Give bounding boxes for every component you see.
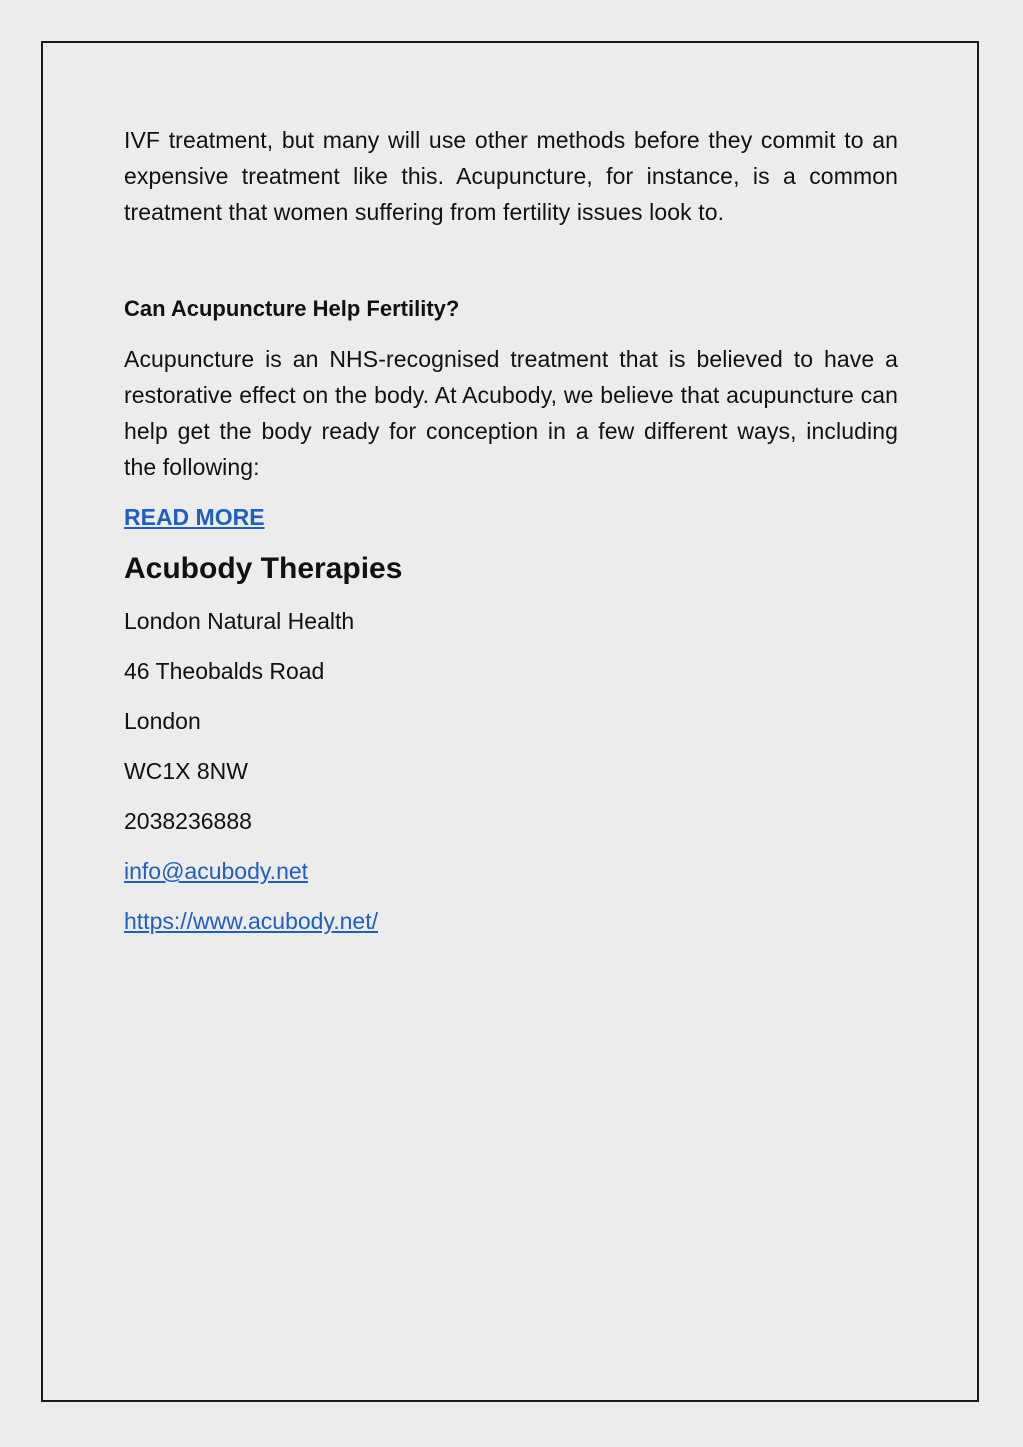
phone-number: 2038236888 xyxy=(124,808,252,834)
website-link[interactable]: https://www.acubody.net/ xyxy=(124,908,378,934)
document-content xyxy=(124,122,898,939)
street-address: 46 Theobalds Road xyxy=(124,658,325,684)
email-link[interactable]: info@acubody.net xyxy=(124,858,309,884)
organisation-name: London Natural Health xyxy=(124,608,355,634)
intro-paragraph: IVF treatment, but many will use other methods before they commit to an expensive treatment like this. Acupuncture, for instance, is a common treatment that women suffering from fertility issues look to. xyxy=(124,127,898,225)
section-heading: Can Acupuncture Help Fertility? xyxy=(124,296,460,321)
section-body-paragraph: Acupuncture is an NHS-recognised treatment that is believed to have a restorative effect on the body. At Acubody, we believe that acupuncture can help get the body ready for conception in a few different ways, including the following: xyxy=(124,346,898,480)
postcode: WC1X 8NW xyxy=(124,758,248,784)
read-more-link[interactable]: READ MORE xyxy=(124,504,265,530)
company-name: Acubody Therapies xyxy=(124,552,403,585)
city: London xyxy=(124,708,201,734)
